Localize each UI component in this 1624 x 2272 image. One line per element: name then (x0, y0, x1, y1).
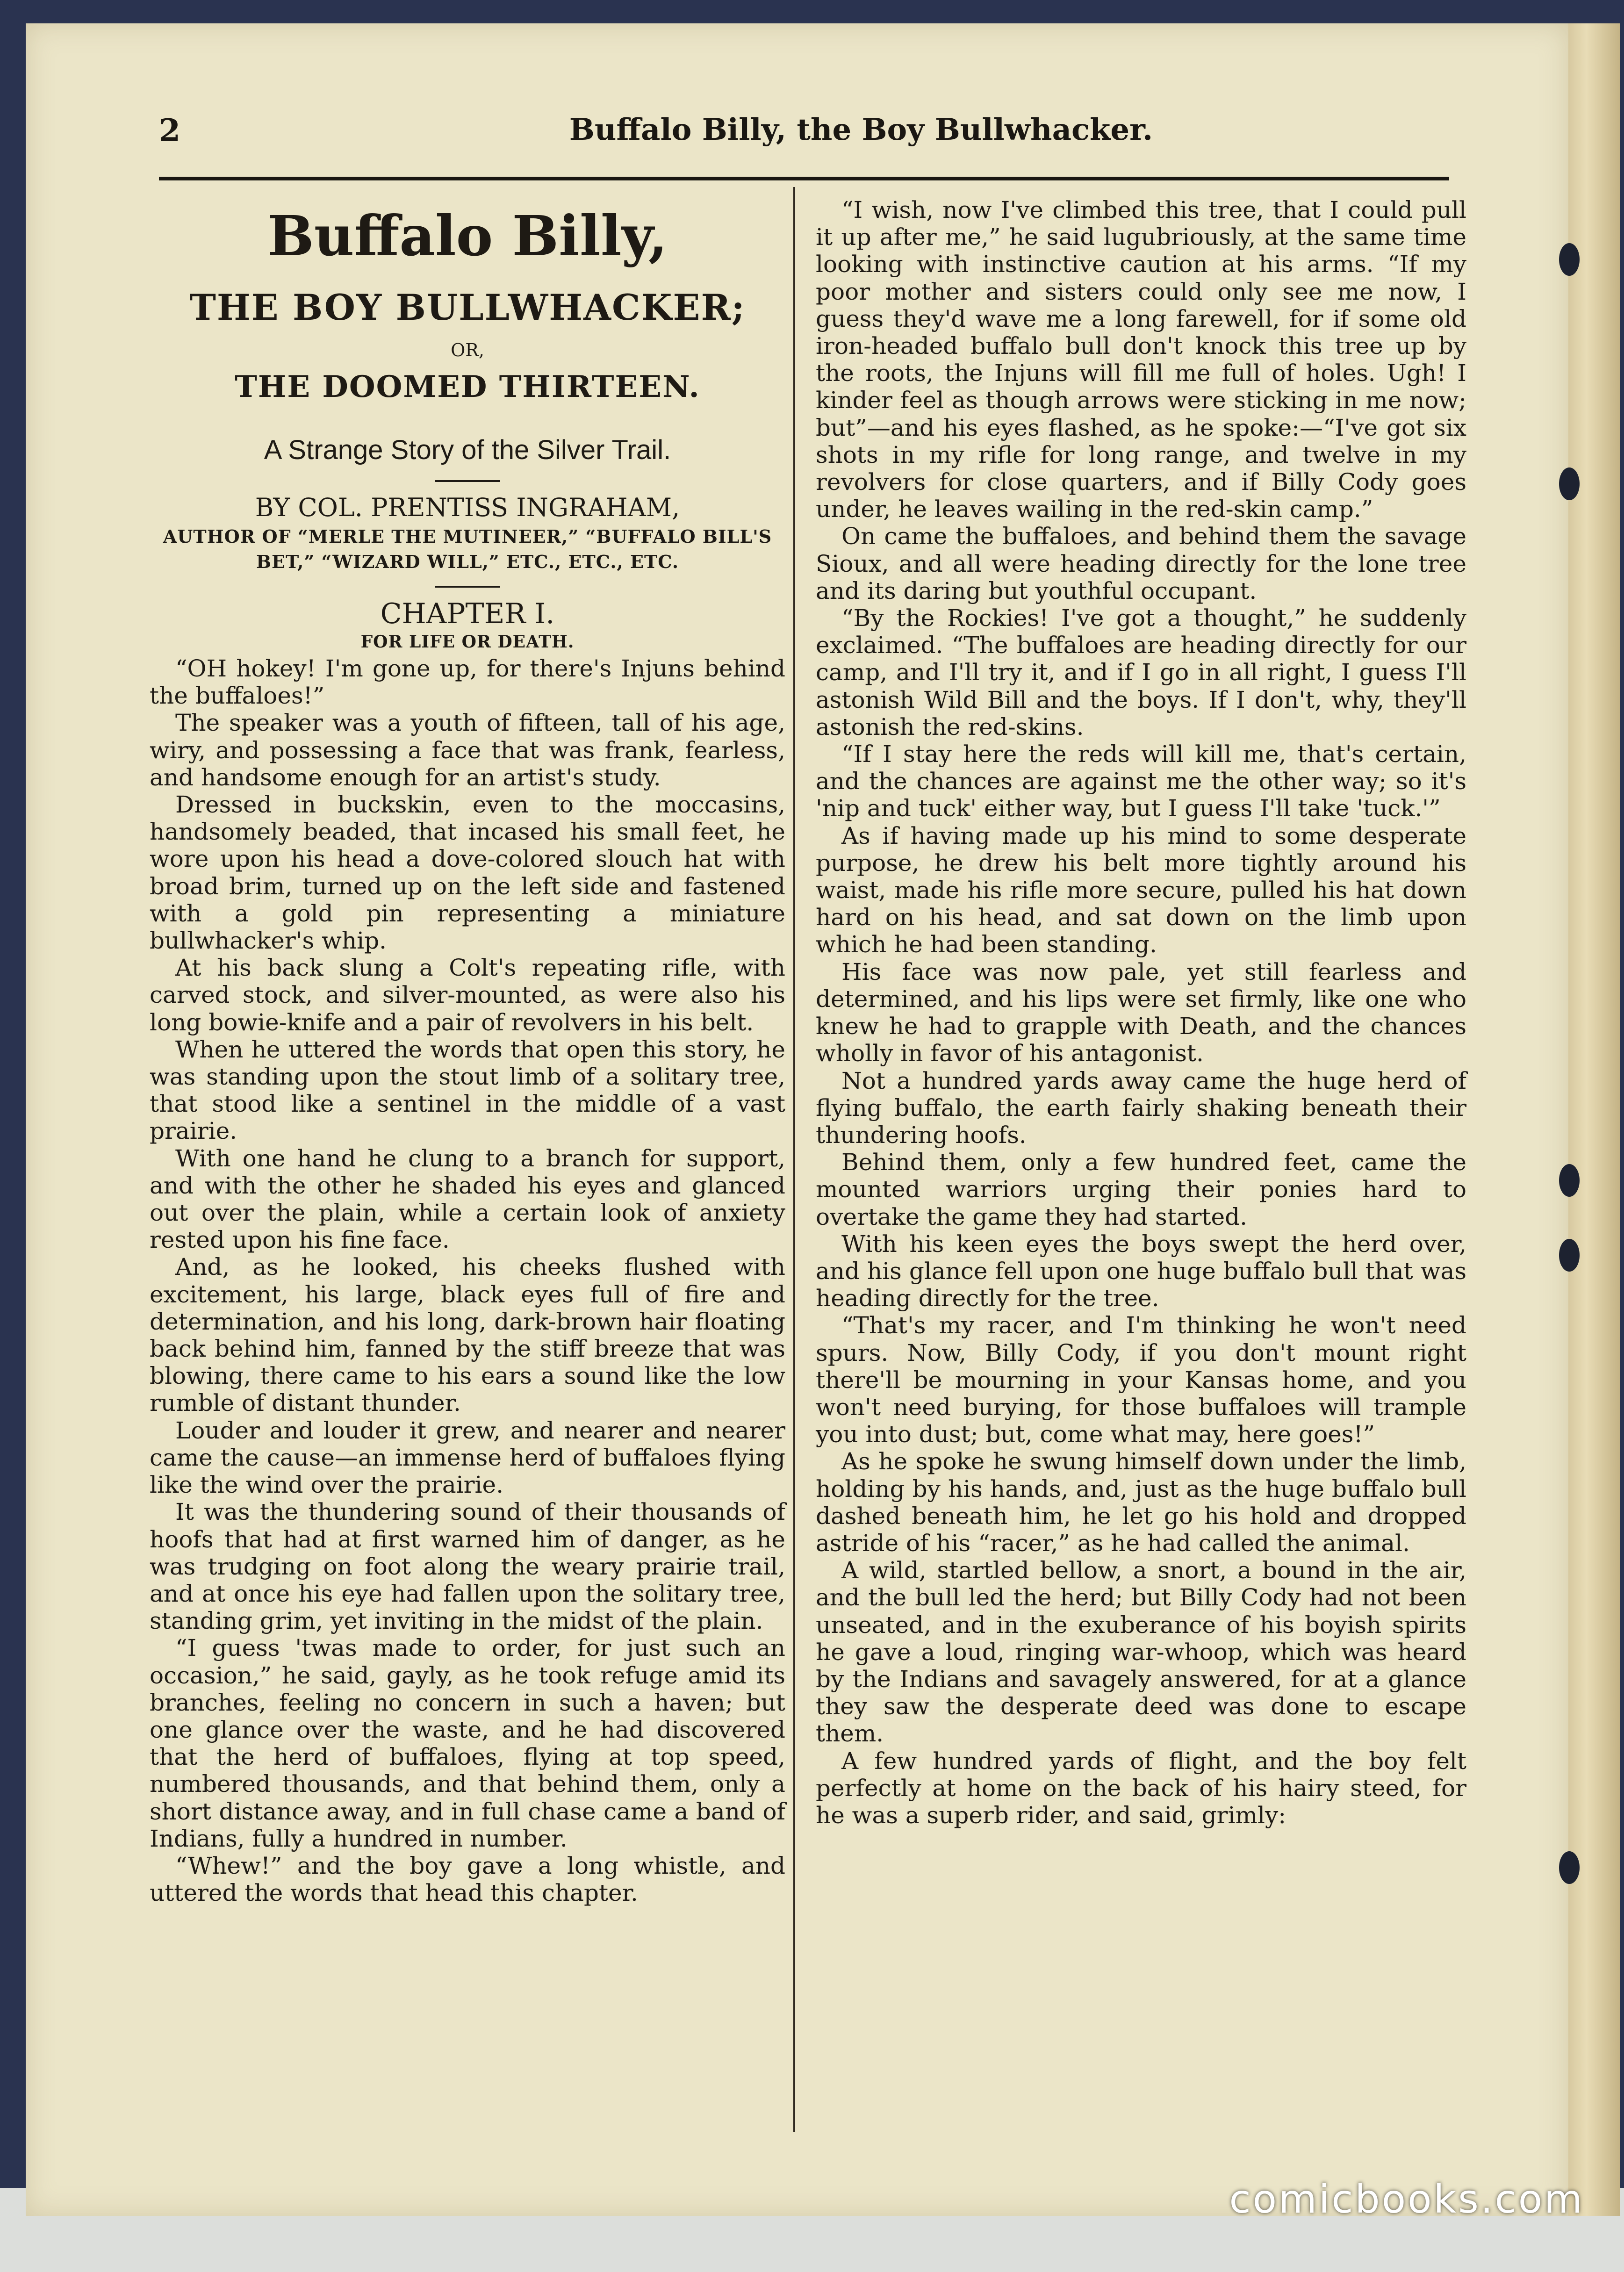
title-rule (435, 480, 500, 482)
byline: BY COL. PRENTISS INGRAHAM, (255, 493, 680, 522)
chapter-subtitle: FOR LIFE OR DEATH. (360, 632, 575, 652)
paragraph: On came the buffaloes, and behind them the savage Sioux, and all were heading directly for the lone tree and its daring but youthful occupant. (816, 523, 1466, 604)
story-title: Buffalo Billy, (267, 203, 668, 268)
paragraph: Behind them, only a few hundred feet, came the mounted warriors urging their ponies hard to overtake the game they had started. (816, 1149, 1466, 1230)
paragraph: “OH hokey! I'm gone up, for there's Injuns behind the buffaloes!” (150, 655, 785, 710)
paragraph: A wild, startled bellow, a snort, a bound in the air, and the bull led the herd; but Billy Cody had not been unseated, and in the exuberance of his boyish spirits he gave a loud, ringing war-whoop, which was heard by the Indians and savagely answered, for at a glance they saw the desperate deed was done to escape them. (816, 1557, 1466, 1747)
paragraph: “If I stay here the reds will kill me, that's certain, and the chances are against me the other way; so it's 'nip and tuck' either way, but I guess I'll take 'tuck.'” (816, 741, 1466, 822)
paragraph: “That's my racer, and I'm thinking he won't need spurs. Now, Billy Cody, if you don't mount right there'll be mourning in your Kansas home, and you won't need burying, for those buffaloes will trample you into dust; but, come what may, here goes!” (816, 1312, 1466, 1448)
column-rule (793, 187, 795, 2132)
paragraph: It was the thundering sound of their thousands of hoofs that had at first warned him of danger, as he was trudging on foot along the weary prairie trail, and at once his eye had fallen upon the solitary tree, standing grim, yet inviting in the midst of the plain. (150, 1498, 785, 1635)
page-gutter (1568, 23, 1620, 2216)
paragraph: “I guess 'twas made to order, for just such an occasion,” he said, gayly, as he took refuge amid its branches, feeling no concern in such a haven; but one glance over the waste, and he had discovered that the herd of buffaloes, flying at top speed, numbered thousands, and that behind them, only a short distance away, and in full chase came a band of Indians, fully a hundred in number. (150, 1634, 785, 1852)
chapter-title: CHAPTER I. (380, 597, 555, 630)
paragraph: His face was now pale, yet still fearless and determined, and his lips were set firmly, like one who knew he had to grapple with Death, and the chances wholly in favor of his antagonist. (816, 958, 1466, 1067)
binding-hole (1559, 1239, 1580, 1272)
paragraph: The speaker was a youth of fifteen, tall of his age, wiry, and possessing a face that was frank, fearless, and handsome enough for an artist's study. (150, 709, 785, 791)
paragraph: Louder and louder it grew, and nearer and nearer came the cause—an immense herd of buffaloes flying like the wind over the prairie. (150, 1416, 785, 1499)
left-column (150, 189, 785, 1906)
paragraph: A few hundred yards of flight, and the boy felt perfectly at home on the back of his hairy steed, for he was a superb rider, and said, grimly: (816, 1747, 1466, 1829)
binding-hole (1559, 1851, 1580, 1884)
binding-hole (1559, 243, 1580, 276)
site-watermark: comicbooks.com (1229, 2176, 1584, 2222)
paragraph: Not a hundred yards away came the huge herd of flying buffalo, the earth fairly shaking beneath their thundering hoofs. (816, 1067, 1466, 1149)
or-line: OR, (451, 340, 484, 360)
paragraph: “I wish, now I've climbed this tree, that I could pull it up after me,” he said lugubriously, at the same time looking with instinctive caution at his arms. “If my poor mother and sisters could only see me now, I guess they'd wave me a long farewell, for if some old iron-headed buffalo bull don't knock this tree up by the roots, the Injuns will fill me full of holes. Ugh! I kinder feel as though arrows were sticking in me now; but”—and his eyes flashed, as he spoke:—“I've got six shots in my rifle for long range, and twelve in my revolvers for close quarters, and if Billy Cody goes under, he leaves wailing in the red-skin camp.” (816, 196, 1466, 523)
paragraph: As if having made up his mind to some desperate purpose, he drew his belt more tightly around his waist, made his rifle more secure, pulled his hat down hard on his head, and sat down on the limb upon which he had been standing. (816, 822, 1466, 958)
tagline: A Strange Story of the Silver Trail. (264, 435, 671, 465)
right-column (816, 196, 1466, 1829)
paragraph: “Whew!” and the boy gave a long whistle, and uttered the words that head this chapter. (150, 1852, 785, 1907)
author-credits: AUTHOR OF “MERLE THE MUTINEER,” “BUFFALO BILL'S BET,” “WIZARD WILL,” ETC., ETC., ETC. (163, 526, 772, 572)
paragraph: When he uttered the words that open this story, he was standing upon the stout limb of a solitary tree, that stood like a sentinel in the middle of a vast prairie. (150, 1035, 785, 1145)
paragraph: As he spoke he swung himself down under the limb, holding by his hands, and, just as the huge buffalo bull dashed beneath him, he let go his hold and dropped astride of his “racer,” as he had called the animal. (816, 1448, 1466, 1557)
header-rule (159, 177, 1449, 180)
paragraph: “By the Rockies! I've got a thought,” he suddenly exclaimed. “The buffaloes are heading directly for our camp, and I'll try it, and if I go in all right, I guess I'll astonish Wild Bill and the boys. If I don't, why, they'll astonish the red-skins. (816, 604, 1466, 741)
paragraph: Dressed in buckskin, even to the moccasins, handsomely beaded, that incased his small feet, he wore upon his head a dove-colored slouch hat with broad brim, turned up on the left side and fastened with a gold pin representing a miniature bullwhacker's whip. (150, 791, 785, 955)
paragraph: With his keen eyes the boys swept the herd over, and his glance fell upon one huge buffalo bull that was heading directly for the tree. (816, 1230, 1466, 1312)
page-number: 2 (159, 112, 180, 149)
paragraph: At his back slung a Colt's repeating rifle, with carved stock, and silver-mounted, as were also his long bowie-knife and a pair of revolvers in his belt. (150, 954, 785, 1036)
running-title: Buffalo Billy, the Boy Bullwhacker. (569, 112, 1153, 147)
alt-title: THE DOOMED THIRTEEN. (235, 369, 700, 404)
binding-hole (1559, 467, 1580, 500)
paragraph: And, as he looked, his cheeks flushed with excitement, his large, black eyes full of fire and determination, and his long, dark-brown hair floating back behind him, fanned by the stiff breeze that was blowing, there came to his ears a sound like the low rumble of distant thunder. (150, 1253, 785, 1417)
binding-hole (1559, 1164, 1580, 1197)
page-header (126, 112, 1502, 159)
story-subtitle: THE BOY BULLWHACKER; (189, 287, 746, 328)
chapter-rule (435, 586, 500, 588)
paragraph: With one hand he clung to a branch for support, and with the other he shaded his eyes and glanced out over the plain, while a certain look of anxiety rested upon his fine face. (150, 1144, 785, 1254)
